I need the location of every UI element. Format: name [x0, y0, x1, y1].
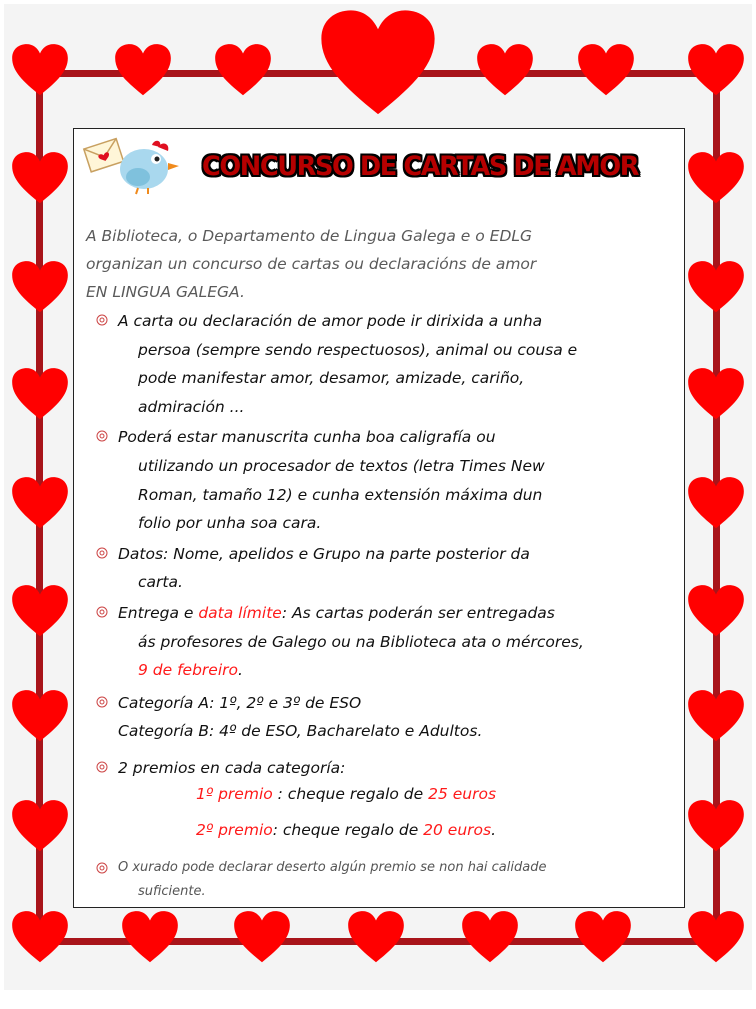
- heart-icon: [11, 260, 69, 313]
- heart-icon: [11, 689, 69, 742]
- heart-icon: [687, 151, 745, 204]
- flower-bullet-icon: [96, 606, 108, 618]
- heart-icon: [687, 910, 745, 963]
- heart-icon: [476, 43, 534, 96]
- bird-envelope-icon: [82, 133, 182, 195]
- flower-bullet-icon: [96, 696, 108, 708]
- list-item: Poderá estar manuscrita cunha boa caligrafía ou utilizando un procesador de textos (letra Times New Roman, tamaño 12) e cunha extensión máxima dun folio por unha soa cara.: [92, 423, 678, 537]
- deadline-date: 9 de febreiro: [138, 661, 238, 680]
- heart-icon: [347, 910, 405, 963]
- heart-icon: [687, 689, 745, 742]
- list-item: A carta ou declaración de amor pode ir dirixida a unha persoa (sempre sendo respectuosos), animal ou cousa e pode manifestar amor, desamor, amizade, cariño, admiración ...: [92, 307, 678, 421]
- deadline-label: data límite: [198, 603, 282, 622]
- heart-icon: [214, 43, 272, 96]
- letter-card: [73, 128, 685, 908]
- heart-icon: [11, 910, 69, 963]
- heart-icon: [574, 910, 632, 963]
- heart-icon: [687, 584, 745, 637]
- flower-bullet-icon: [96, 314, 108, 326]
- page-title: CONCURSO DE CARTAS DE AMOR: [202, 151, 639, 182]
- heart-icon: [11, 151, 69, 204]
- list-item: Datos: Nome, apelidos e Grupo na parte posterior da carta.: [92, 540, 678, 597]
- prize-second: 2º premio: cheque regalo de 20 euros.: [196, 821, 497, 839]
- heart-icon: [11, 584, 69, 637]
- heart-icon: [121, 910, 179, 963]
- heart-icon: [461, 910, 519, 963]
- heart-icon: [11, 476, 69, 529]
- heart-icon: [114, 43, 172, 96]
- rules-list: [92, 307, 678, 785]
- heart-icon: [11, 367, 69, 420]
- heart-icon: [11, 799, 69, 852]
- intro-line: A Biblioteca, o Departamento de Lingua Galega e o EDLG: [86, 227, 533, 245]
- heart-icon: [687, 799, 745, 852]
- heart-icon: [687, 476, 745, 529]
- flower-bullet-icon: [96, 761, 108, 773]
- heart-icon: [687, 367, 745, 420]
- flower-bullet-icon: [96, 547, 108, 559]
- category-b: Categoría B: 4º de ESO, Bacharelato e Adultos.: [118, 722, 483, 741]
- heart-icon: [233, 910, 291, 963]
- intro-line: organizan un concurso de cartas ou declaracións de amor: [86, 255, 537, 273]
- list-item: Entrega e data límite: As cartas poderán ser entregadas ás profesores de Galego ou na Biblioteca ata o mércores, 9 de febreiro.: [92, 599, 678, 685]
- jury-note: [92, 856, 678, 906]
- heart-icon: [319, 8, 437, 117]
- heart-icon: [687, 260, 745, 313]
- heart-icon: [687, 43, 745, 96]
- list-item: Categoría A: 1º, 2º e 3º de ESO: [92, 689, 678, 718]
- prize-first: 1º premio : cheque regalo de 25 euros: [196, 785, 497, 803]
- list-item: O xurado pode declarar deserto algún premio se non hai calidade suficiente.: [92, 856, 678, 904]
- flower-bullet-icon: [96, 862, 108, 874]
- intro-line: EN LINGUA GALEGA.: [86, 283, 245, 301]
- intro-paragraph: [86, 222, 676, 306]
- heart-icon: [11, 43, 69, 96]
- heart-icon: [577, 43, 635, 96]
- flower-bullet-icon: [96, 430, 108, 442]
- list-item: 2 premios en cada categoría:: [92, 754, 678, 783]
